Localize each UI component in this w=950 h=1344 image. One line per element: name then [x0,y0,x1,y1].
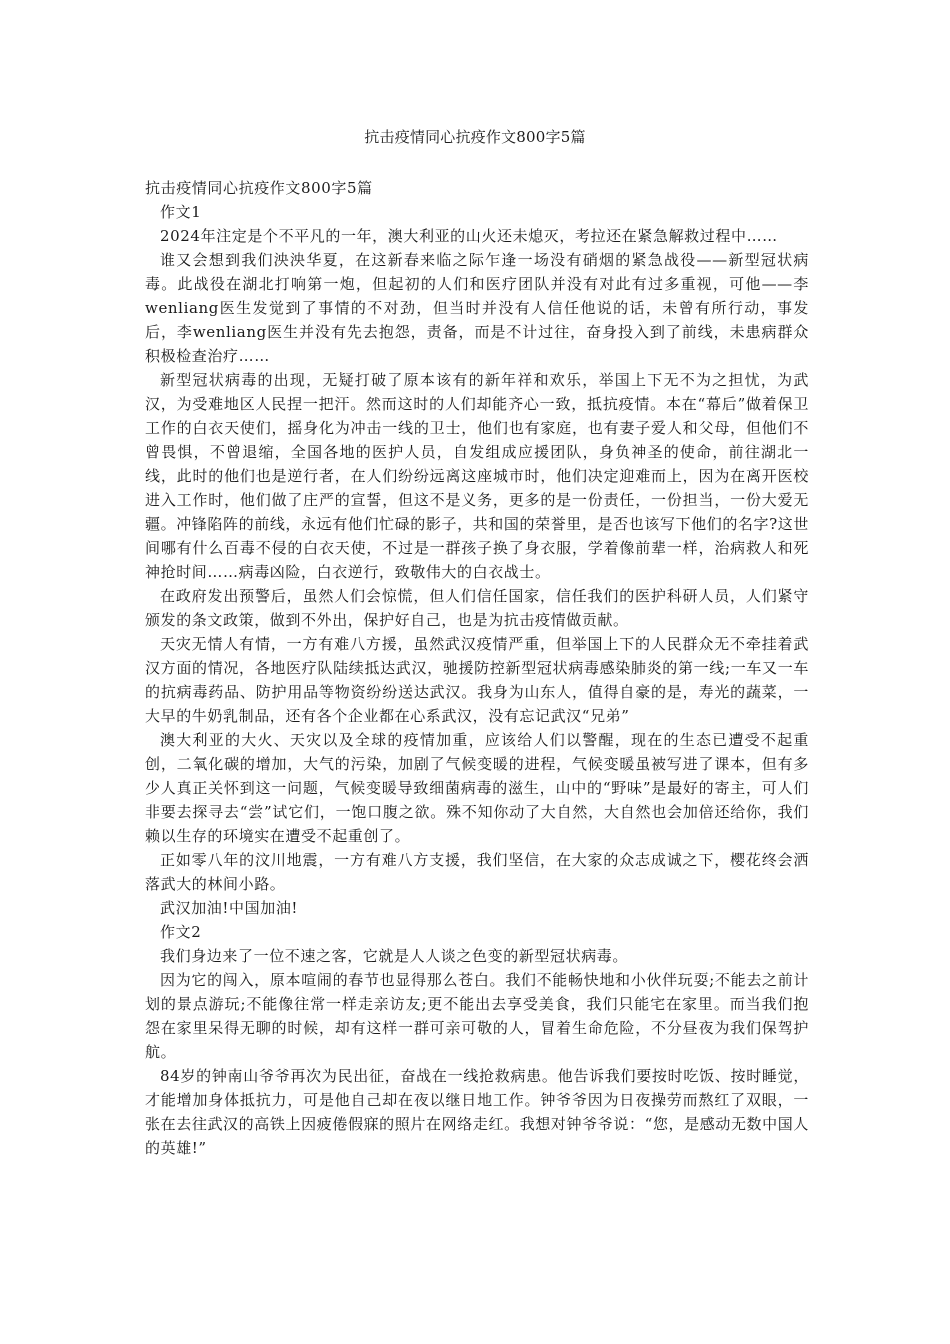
paragraph: 武汉加油!中国加油! [160,899,299,917]
paragraph: 84岁的钟南山爷爷再次为民出征，奋战在一线抢救病患。他告诉我们要按时吃饭、按时睡觉，才能增加身体抵抗力，可是他自己却在夜以继日地工作。钟爷爷因为日夜操劳而熬红了双眼，一张在去往武汉的高铁上因疲倦假寐的照片在网络走红。我想对钟爷爷说：“您，是感动无数中国人的英雄!” [145,1067,809,1157]
paragraph: 因为它的闯入，原本喧闹的春节也显得那么苍白。我们不能畅快地和小伙伴玩耍;不能去之前计划的景点游玩;不能像往常一样走亲访友;更不能出去享受美食，我们只能宅在家里。而当我们抱怨在家里呆得无聊的时候，却有这样一群可亲可敬的人，冒着生命危险，不分昼夜为我们保驾护航。 [145,971,809,1061]
paragraph: 天灾无情人有情，一方有难八方援，虽然武汉疫情严重，但举国上下的人民群众无不牵挂着武汉方面的情况，各地医疗队陆续抵达武汉，驰援防控新型冠状病毒感染肺炎的第一线;一车又一车的抗病毒药品、防护用品等物资纷纷送达武汉。我身为山东人，值得自豪的是，寿光的蔬菜，一大早的牛奶乳制品，还有各个企业都在心系武汉，没有忘记武汉“兄弟” [145,635,809,725]
paragraph: 作文2 [160,923,202,941]
paragraph: 谁又会想到我们泱泱华夏，在这新春来临之际乍逢一场没有硝烟的紧急战役——新型冠状病毒。此战役在湖北打响第一炮，但起初的人们和医疗团队并没有对此有过多重视，可他——李wenliang医生发觉到了事情的不对劲，但当时并没有人信任他说的话，未曾有所行动，事发后，李wenliang医生并没有先去抱怨，责备，而是不计过往，奋身投入到了前线，未患病群众积极检查治疗…… [145,251,809,365]
paragraph: 2024年注定是个不平凡的一年，澳大利亚的山火还未熄灭，考拉还在紧急解救过程中…… [160,227,778,245]
document-body [145,176,809,1160]
paragraph: 我们身边来了一位不速之客，它就是人人谈之色变的新型冠状病毒。 [160,947,629,965]
paragraph: 澳大利亚的大火、天灾以及全球的疫情加重，应该给人们以警醒，现在的生态已遭受不起重创，二氧化碳的增加，大气的污染，加剧了气候变暖的进程，气候变暖虽被写进了课本，但有多少人真正关怀到这一问题，气候变暖导致细菌病毒的滋生，山中的“野味”是最好的寄主，可人们非要去探寻去“尝”试它们，一饱口腹之欲。殊不知你动了大自然，大自然也会加倍还给你，我们赖以生存的环境实在遭受不起重创了。 [145,731,809,845]
paragraph: 作文1 [160,203,202,221]
paragraph: 新型冠状病毒的出现，无疑打破了原本该有的新年祥和欢乐，举国上下无不为之担忧，为武汉，为受难地区人民捏一把汗。然而这时的人们却能齐心一致，抵抗疫情。本在“幕后”做着保卫工作的白衣天使们，摇身化为冲击一线的卫士，他们也有家庭，也有妻子爱人和父母，但他们不曾畏惧，不曾退缩，全国各地的医护人员，自发组成应援团队，身负神圣的使命，前往湖北一线，此时的他们也是逆行者，在人们纷纷远离这座城市时，他们决定迎难而上，因为在离开医校进入工作时，他们做了庄严的宣誓，但这不是义务，更多的是一份责任，一份担当，一份大爱无疆。冲锋陷阵的前线，永远有他们忙碌的影子，共和国的荣誉里，是否也该写下他们的名字?这世间哪有什么百毒不侵的白衣天使，不过是一群孩子换了身衣服，学着像前辈一样，治病救人和死神抢时间……病毒凶险，白衣逆行，致敬伟大的白衣战士。 [145,371,809,581]
document-subtitle: 抗击疫情同心抗疫作文800字5篇 [145,179,373,197]
document-title: 抗击疫情同心抗疫作文800字5篇 [364,128,586,146]
paragraph: 在政府发出预警后，虽然人们会惊慌，但人们信任国家，信任我们的医护科研人员，人们紧守颁发的条文政策，做到不外出，保护好自己，也是为抗击疫情做贡献。 [145,587,809,629]
paragraph: 正如零八年的汶川地震，一方有难八方支援，我们坚信，在大家的众志成诚之下，樱花终会洒落武大的林间小路。 [145,851,809,893]
